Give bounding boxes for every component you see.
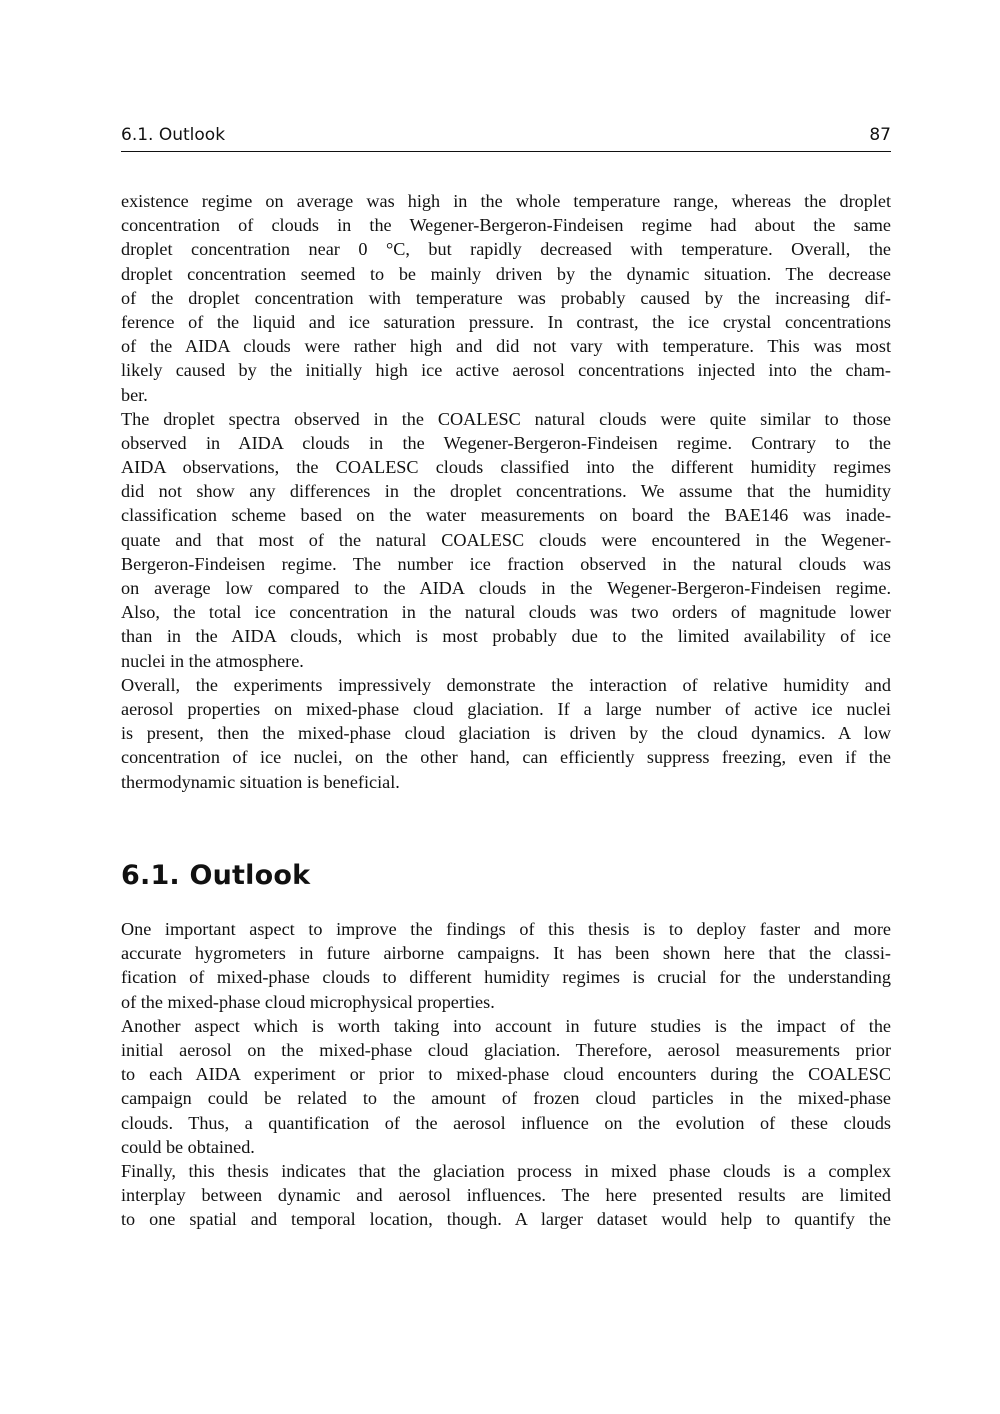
paragraph — [121, 189, 891, 407]
text-line: thermodynamic situation is beneficial. — [121, 771, 400, 792]
text-line: initial aerosol on the mixed-phase cloud glaciation. Therefore, aerosol measurements prior — [121, 1039, 891, 1060]
text-line: AIDA observations, the COALESC clouds classified into the different humidity regimes — [121, 457, 891, 478]
body-text-before-section — [121, 189, 891, 794]
text-line: existence regime on average was high in the whole temperature range, whereas the droplet — [121, 191, 891, 211]
paragraph — [121, 1014, 891, 1159]
text-line: did not show any differences in the droplet concentrations. We assume that the humidity — [121, 481, 891, 502]
text-line: interplay between dynamic and aerosol influences. The here presented results are limited — [121, 1185, 891, 1206]
text-line: droplet concentration seemed to be mainly driven by the dynamic situation. The decrease — [121, 263, 891, 284]
text-line: concentration of clouds in the Wegener-Bergeron-Findeisen regime had about the same — [121, 215, 891, 236]
text-line: aerosol properties on mixed-phase cloud glaciation. If a large number of active ice nuclei — [121, 698, 891, 719]
text-line: of the droplet concentration with temperature was probably caused by the increasing dif- — [121, 287, 891, 308]
text-line: ber. — [121, 384, 148, 405]
text-line: ference of the liquid and ice saturation pressure. In contrast, the ice crystal concentrations — [121, 311, 891, 332]
text-line: is present, then the mixed-phase cloud glaciation is driven by the cloud dynamics. A low — [121, 723, 891, 744]
text-line: clouds. Thus, a quantification of the aerosol influence on the evolution of these clouds — [121, 1112, 891, 1133]
section-heading: 6.1. Outlook — [121, 860, 311, 891]
text-line: The droplet spectra observed in the COALESC natural clouds were quite similar to those — [121, 408, 891, 429]
text-line: likely caused by the initially high ice active aerosol concentrations injected into the cham- — [121, 360, 891, 381]
text-line: to one spatial and temporal location, though. A larger dataset would help to quantify the — [121, 1209, 891, 1230]
text-line: quate and that most of the natural COALESC clouds were encountered in the Wegener- — [121, 529, 891, 550]
text-line: classification scheme based on the water measurements on board the BAE146 was inade- — [121, 505, 891, 526]
text-line: on average low compared to the AIDA clouds in the Wegener-Bergeron-Findeisen regime. — [121, 578, 891, 598]
text-line: One important aspect to improve the findings of this thesis is to deploy faster and more — [121, 919, 891, 939]
paragraph — [121, 1159, 891, 1232]
text-line: Bergeron-Findeisen regime. The number ice fraction observed in the natural clouds was — [121, 553, 891, 574]
page-number: 87 — [869, 125, 891, 145]
text-line: Another aspect which is worth taking into account in future studies is the impact of the — [121, 1015, 891, 1036]
outlook-section-text — [121, 917, 891, 1231]
text-line: Overall, the experiments impressively demonstrate the interaction of relative humidity and — [121, 674, 891, 695]
text-line: accurate hygrometers in future airborne campaigns. It has been shown here that the classi- — [121, 943, 891, 964]
text-line: Also, the total ice concentration in the natural clouds was two orders of magnitude lower — [121, 602, 891, 623]
text-line: of the mixed-phase cloud microphysical properties. — [121, 991, 495, 1012]
text-line: than in the AIDA clouds, which is most probably due to the limited availability of ice — [121, 626, 891, 647]
text-line: Finally, this thesis indicates that the glaciation process in mixed phase clouds is a complex — [121, 1160, 891, 1181]
text-line: observed in AIDA clouds in the Wegener-Bergeron-Findeisen regime. Contrary to the — [121, 432, 891, 453]
paragraph — [121, 407, 891, 673]
text-line: concentration of ice nuclei, on the other hand, can efficiently suppress freezing, even if the — [121, 747, 891, 768]
running-header — [121, 125, 891, 152]
text-line: could be obtained. — [121, 1136, 255, 1157]
paragraph — [121, 673, 891, 794]
text-line: fication of mixed-phase clouds to different humidity regimes is crucial for the understanding — [121, 967, 891, 988]
running-header-section: 6.1. Outlook — [121, 125, 226, 145]
text-line: droplet concentration near 0 °C, but rapidly decreased with temperature. Overall, the — [121, 239, 891, 260]
text-line: nuclei in the atmosphere. — [121, 650, 304, 671]
text-line: campaign could be related to the amount of frozen cloud particles in the mixed-phase — [121, 1088, 891, 1109]
paragraph — [121, 917, 891, 1014]
text-line: to each AIDA experiment or prior to mixed-phase cloud encounters during the COALESC — [121, 1064, 891, 1085]
text-line: of the AIDA clouds were rather high and did not vary with temperature. This was most — [121, 336, 891, 357]
